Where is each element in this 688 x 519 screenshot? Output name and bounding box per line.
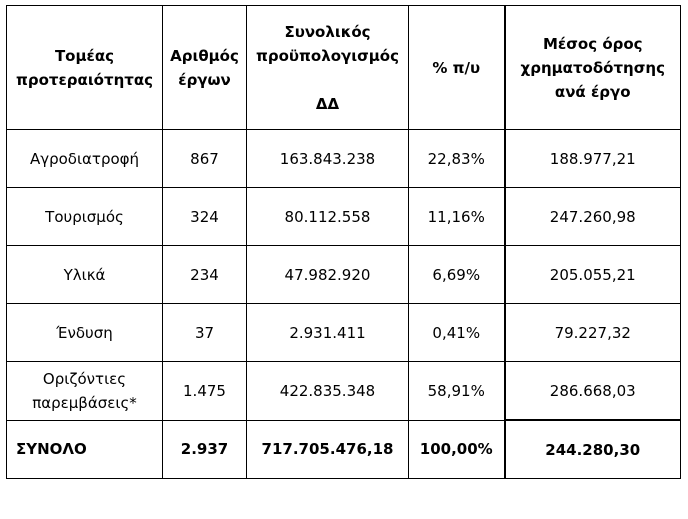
cell-budget: 422.835.348 xyxy=(247,362,409,421)
cell-projects: 234 xyxy=(163,246,247,304)
cell-budget: 80.112.558 xyxy=(247,188,409,246)
total-row xyxy=(7,420,681,479)
table-row xyxy=(7,130,681,188)
total-projects: 2.937 xyxy=(163,420,247,479)
budget-table xyxy=(6,5,681,479)
total-percent: 100,00% xyxy=(409,420,505,479)
cell-projects: 867 xyxy=(163,130,247,188)
cell-projects: 1.475 xyxy=(163,362,247,421)
table-row xyxy=(7,246,681,304)
cell-average: 205.055,21 xyxy=(505,246,681,304)
total-average: 244.280,30 xyxy=(505,420,681,479)
header-percent: % π/υ xyxy=(409,6,505,130)
cell-percent: 11,16% xyxy=(409,188,505,246)
cell-sector: Ένδυση xyxy=(7,304,163,362)
header-sector: Τομέας προτεραιότητας xyxy=(7,6,163,130)
cell-average: 247.260,98 xyxy=(505,188,681,246)
header-budget-title: Συνολικός προϋπολογισμός xyxy=(256,22,399,65)
cell-percent: 6,69% xyxy=(409,246,505,304)
cell-projects: 37 xyxy=(163,304,247,362)
cell-projects: 324 xyxy=(163,188,247,246)
cell-sector: Αγροδιατροφή xyxy=(7,130,163,188)
cell-sector: Υλικά xyxy=(7,246,163,304)
table-row xyxy=(7,304,681,362)
total-budget: 717.705.476,18 xyxy=(247,420,409,479)
cell-budget: 163.843.238 xyxy=(247,130,409,188)
cell-budget: 2.931.411 xyxy=(247,304,409,362)
table-row xyxy=(7,188,681,246)
cell-percent: 22,83% xyxy=(409,130,505,188)
header-projects: Αριθμός έργων xyxy=(163,6,247,130)
total-label: ΣΥΝΟΛΟ xyxy=(7,420,163,479)
table-header-row xyxy=(7,6,681,130)
cell-sector: Τουρισμός xyxy=(7,188,163,246)
table-row xyxy=(7,362,681,421)
cell-percent: 58,91% xyxy=(409,362,505,421)
cell-budget: 47.982.920 xyxy=(247,246,409,304)
header-average: Μέσος όρος χρηματοδότησης ανά έργο xyxy=(505,6,681,130)
cell-average: 188.977,21 xyxy=(505,130,681,188)
cell-average: 286.668,03 xyxy=(505,362,681,421)
cell-sector: Οριζόντιες παρεμβάσεις* xyxy=(7,362,163,421)
cell-percent: 0,41% xyxy=(409,304,505,362)
header-budget-subtitle: ΔΔ xyxy=(315,94,340,113)
header-budget xyxy=(247,6,409,130)
cell-average: 79.227,32 xyxy=(505,304,681,362)
